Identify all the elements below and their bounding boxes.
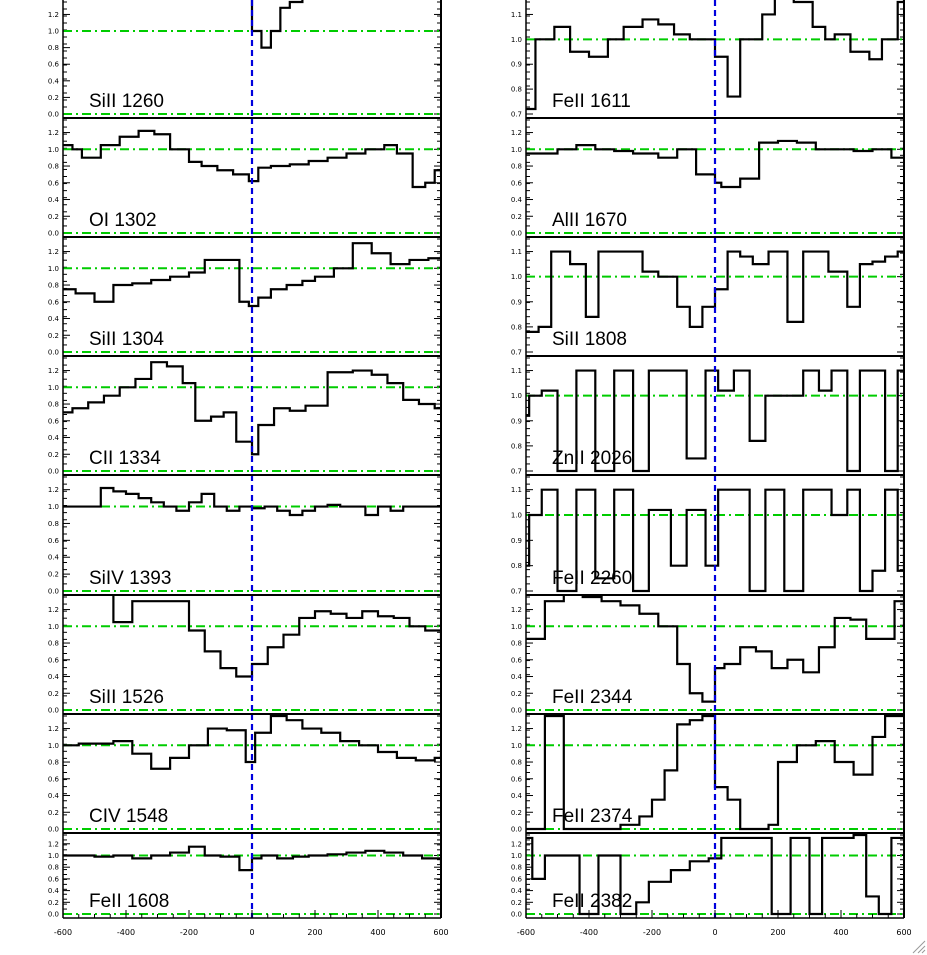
y-tick-label: 0.8 [510, 323, 522, 332]
y-tick-label: 0.0 [47, 706, 59, 715]
x-tick-label: 200 [307, 928, 323, 937]
y-tick-label: 1.1 [510, 248, 522, 257]
y-tick-label: 0.8 [47, 162, 59, 171]
y-tick-label: 0.6 [47, 536, 59, 545]
ion-label: ZnII 2026 [552, 448, 633, 469]
y-tick-label: 0.9 [510, 60, 522, 69]
y-tick-label: 0.4 [510, 673, 522, 682]
ion-label: SiII 1808 [552, 329, 627, 350]
y-tick-label: 0.6 [47, 179, 59, 188]
y-tick-label: 1.0 [510, 851, 522, 860]
ion-label: OI 1302 [89, 210, 157, 231]
x-tick-label: -600 [53, 928, 73, 937]
y-tick-label: 1.2 [47, 129, 59, 138]
y-tick-label: 0.6 [47, 775, 59, 784]
y-tick-label: 0.6 [47, 298, 59, 307]
x-tick-label: -400 [116, 928, 136, 937]
y-tick-label: 0.0 [510, 229, 522, 238]
y-tick-label: 0.2 [47, 898, 59, 907]
y-tick-label: 1.0 [510, 145, 522, 154]
y-tick-label: 0.2 [510, 898, 522, 907]
ion-label: SiII 1260 [89, 91, 164, 112]
ion-label: FeII 2382 [552, 891, 633, 912]
x-tick-label: 600 [433, 928, 449, 937]
y-tick-label: 0.8 [510, 562, 522, 571]
y-tick-label: 1.2 [510, 129, 522, 138]
y-tick-label: 1.2 [47, 725, 59, 734]
y-tick-label: 1.0 [510, 741, 522, 750]
y-tick-label: 0.0 [510, 910, 522, 919]
y-tick-label: 1.0 [47, 741, 59, 750]
y-tick-label: 0.8 [510, 85, 522, 94]
y-tick-label: 0.8 [47, 863, 59, 872]
ion-label: FeII 1611 [552, 91, 631, 112]
y-tick-label: 0.4 [47, 77, 59, 86]
y-tick-label: 0.7 [510, 110, 522, 119]
y-tick-label: 0.4 [47, 315, 59, 324]
y-tick-label: 0.9 [510, 298, 522, 307]
y-tick-label: 0.2 [510, 689, 522, 698]
y-tick-label: 0.2 [47, 570, 59, 579]
y-tick-label: 0.0 [510, 825, 522, 834]
y-tick-label: 0.2 [47, 212, 59, 221]
y-tick-label: 0.8 [510, 863, 522, 872]
y-tick-label: 0.8 [47, 639, 59, 648]
y-tick-label: 0.8 [510, 758, 522, 767]
y-tick-label: 0.4 [47, 434, 59, 443]
y-tick-label: 0.0 [47, 825, 59, 834]
x-tick-label: 400 [370, 928, 386, 937]
x-tick-label: -200 [642, 928, 662, 937]
y-tick-label: 0.4 [47, 553, 59, 562]
y-tick-label: 0.6 [510, 179, 522, 188]
y-tick-label: 0.4 [510, 792, 522, 801]
y-tick-label: 1.1 [510, 367, 522, 376]
ion-label: AlII 1670 [552, 210, 627, 231]
y-tick-label: 0.7 [510, 348, 522, 357]
y-tick-label: 1.2 [47, 248, 59, 257]
y-tick-label: 1.0 [47, 383, 59, 392]
y-tick-label: 0.2 [510, 808, 522, 817]
y-tick-label: 0.0 [510, 706, 522, 715]
y-tick-label: 0.4 [47, 673, 59, 682]
y-tick-label: 0.2 [510, 212, 522, 221]
x-tick-label: 400 [833, 928, 849, 937]
y-tick-label: 1.1 [510, 10, 522, 19]
x-tick-label: 0 [249, 928, 255, 937]
y-tick-label: 1.2 [47, 840, 59, 849]
y-tick-label: 0.8 [47, 44, 59, 53]
y-tick-label: 1.0 [47, 622, 59, 631]
y-tick-label: 1.0 [47, 264, 59, 273]
y-tick-label: 0.8 [510, 442, 522, 451]
ion-label: SiII 1526 [89, 687, 164, 708]
y-tick-label: 1.0 [510, 35, 522, 44]
y-tick-label: 1.0 [47, 851, 59, 860]
y-tick-label: 0.7 [510, 587, 522, 596]
y-tick-label: 0.2 [47, 331, 59, 340]
y-tick-label: 0.0 [47, 467, 59, 476]
y-tick-label: 0.4 [510, 196, 522, 205]
y-tick-label: 0.8 [47, 400, 59, 409]
x-tick-label: 0 [712, 928, 718, 937]
y-tick-label: 1.2 [47, 367, 59, 376]
y-tick-label: 0.2 [47, 93, 59, 102]
y-tick-label: 0.6 [510, 656, 522, 665]
y-tick-label: 1.2 [47, 486, 59, 495]
y-tick-label: 0.8 [510, 639, 522, 648]
ion-label: CIV 1548 [89, 806, 169, 827]
ion-label: SiIV 1393 [89, 568, 172, 589]
y-tick-label: 0.8 [510, 162, 522, 171]
ion-label: FeII 2344 [552, 687, 633, 708]
y-tick-label: 0.0 [47, 229, 59, 238]
y-tick-label: 0.2 [47, 689, 59, 698]
y-tick-label: 1.2 [510, 725, 522, 734]
y-tick-label: 1.2 [47, 606, 59, 615]
y-tick-label: 1.0 [510, 392, 522, 401]
y-tick-label: 0.4 [47, 792, 59, 801]
y-tick-label: 0.2 [47, 450, 59, 459]
y-tick-label: 1.0 [510, 622, 522, 631]
y-tick-label: 0.0 [47, 110, 59, 119]
y-tick-label: 1.0 [510, 511, 522, 520]
y-tick-label: 0.6 [510, 775, 522, 784]
y-tick-label: 1.1 [510, 486, 522, 495]
y-tick-label: 0.6 [47, 60, 59, 69]
ion-label: FeII 2374 [552, 806, 633, 827]
ion-label: CII 1334 [89, 448, 161, 469]
y-tick-label: 0.6 [47, 875, 59, 884]
x-tick-label: -600 [516, 928, 536, 937]
y-tick-label: 1.0 [47, 27, 59, 36]
y-tick-label: 0.6 [510, 875, 522, 884]
y-tick-label: 1.2 [510, 606, 522, 615]
y-tick-label: 0.7 [510, 467, 522, 476]
y-tick-label: 0.0 [47, 348, 59, 357]
y-tick-label: 0.9 [510, 417, 522, 426]
y-tick-label: 0.8 [47, 519, 59, 528]
y-tick-label: 1.0 [47, 503, 59, 512]
y-tick-label: 0.2 [47, 808, 59, 817]
y-tick-label: 0.0 [47, 910, 59, 919]
ion-label: SiII 1304 [89, 329, 164, 350]
y-tick-label: 0.9 [510, 536, 522, 545]
x-tick-label: 200 [770, 928, 786, 937]
y-tick-label: 1.2 [510, 840, 522, 849]
x-tick-label: 600 [896, 928, 912, 937]
x-tick-label: -200 [179, 928, 199, 937]
ion-label: FeII 1608 [89, 891, 170, 912]
y-tick-label: 0.4 [510, 887, 522, 896]
y-tick-label: 0.8 [47, 281, 59, 290]
y-tick-label: 0.8 [47, 758, 59, 767]
y-tick-label: 0.4 [47, 196, 59, 205]
y-tick-label: 1.0 [47, 145, 59, 154]
x-tick-label: -400 [579, 928, 599, 937]
y-tick-label: 0.4 [47, 887, 59, 896]
ion-label: FeII 2260 [552, 568, 633, 589]
y-tick-label: 0.6 [47, 656, 59, 665]
y-tick-label: 0.0 [47, 587, 59, 596]
y-tick-label: 1.0 [510, 273, 522, 282]
y-tick-label: 0.6 [47, 417, 59, 426]
y-tick-label: 1.2 [47, 10, 59, 19]
